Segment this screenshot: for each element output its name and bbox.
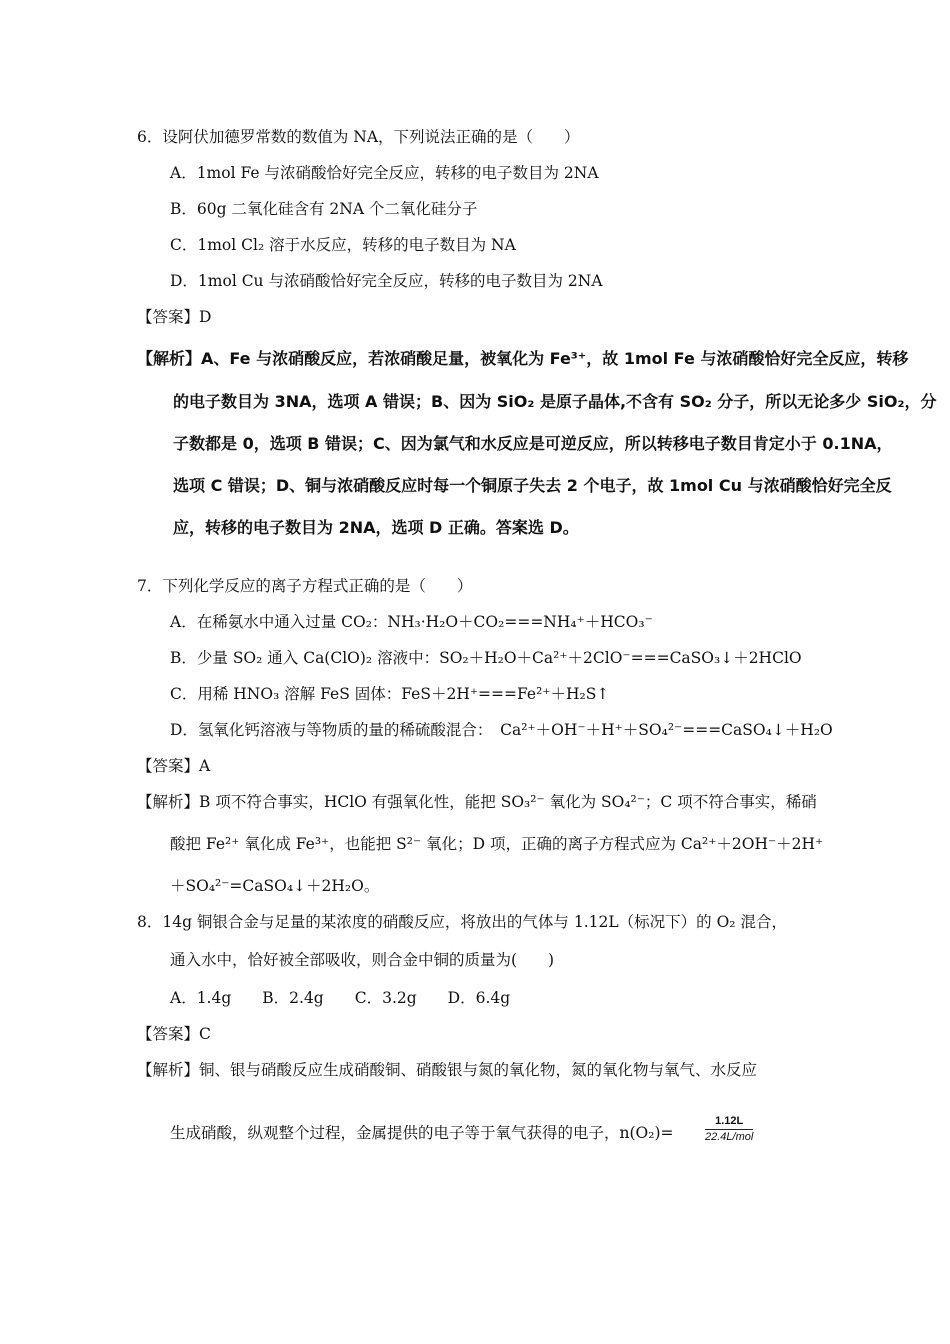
q8-stem-line: 8．14g 铜银合金与足量的某浓度的硝酸反应，将放出的气体与 1.12L（标况下）的 O₂ 混合， [137,913,787,931]
q8-answer: 【答案】C [137,1025,211,1043]
q6-analysis-line: 【解析】A、Fe 与浓硝酸反应，若浓硝酸足量，被氧化为 Fe³⁺，故 1mol Fe 与浓硝酸恰好完全反应，转移 [137,349,909,368]
q6-analysis-line: 选项 C 错误；D、铜与浓硝酸反应时每一个铜原子失去 2 个电子，故 1mol Cu 与浓硝酸恰好完全反 [173,476,892,495]
q6-option-b: B．60g 二氧化硅含有 2NA 个二氧化硅分子 [170,200,478,218]
q8-stem-line: 通入水中，恰好被全部吸收，则合金中铜的质量为( ) [170,951,555,969]
q6-answer: 【答案】D [137,308,212,326]
q7-analysis-line: 酸把 Fe²⁺ 氧化成 Fe³⁺，也能把 S²⁻ 氧化；D 项，正确的离子方程式应为 Ca²⁺＋2OH⁻＋2H⁺ [170,835,824,853]
q7-analysis-line: ＋SO₄²⁻=CaSO₄↓＋2H₂O。 [170,877,380,895]
molar-fraction [705,1115,753,1144]
q6-analysis-line: 子数都是 0，选项 B 错误；C、因为氯气和水反应是可逆反应，所以转移电子数目肯定小于 0.1NA， [173,434,893,453]
q7-option-b: B．少量 SO₂ 通入 Ca(ClO)₂ 溶液中：SO₂＋H₂O＋Ca²⁺＋2ClO⁻===CaSO₃↓＋2HClO [170,649,802,667]
q6-option-c: C．1mol Cl₂ 溶于水反应，转移的电子数目为 NA [170,236,516,254]
q6-stem: 6．设阿伏加德罗常数的数值为 NA，下列说法正确的是（ ） [137,128,580,146]
fraction-numerator: 1.12L [705,1115,753,1130]
q7-stem: 7．下列化学反应的离子方程式正确的是（ ） [137,577,473,595]
q8-analysis-line: 生成硝酸，纵观整个过程，金属提供的电子等于氧气获得的电子，n(O₂)= [170,1124,674,1142]
fraction-denominator: 22.4L/mol [705,1131,754,1143]
q7-option-a: A．在稀氨水中通入过量 CO₂：NH₃·H₂O＋CO₂===NH₄⁺＋HCO₃⁻ [170,613,653,631]
q7-analysis-line: 【解析】B 项不符合事实，HClO 有强氧化性，能把 SO₃²⁻ 氧化为 SO₄²⁻；C 项不符合事实，稀硝 [137,793,817,811]
q6-analysis-line: 的电子数目为 3NA，选项 A 错误；B、因为 SiO₂ 是原子晶体,不含有 SO₂ 分子，所以无论多少 SiO₂，分 [173,392,937,411]
q7-option-d: D．氢氧化钙溶液与等物质的量的稀硫酸混合： Ca²⁺＋OH⁻＋H⁺＋SO₄²⁻===CaSO₄↓＋H₂O [170,721,833,739]
q6-option-d: D．1mol Cu 与浓硝酸恰好完全反应，转移的电子数目为 2NA [170,272,603,290]
q8-options: A．1.4g B．2.4g C．3.2g D．6.4g [170,989,511,1007]
q6-option-a: A．1mol Fe 与浓硝酸恰好完全反应，转移的电子数目为 2NA [170,164,599,182]
q7-option-c: C．用稀 HNO₃ 溶解 FeS 固体：FeS＋2H⁺===Fe²⁺＋H₂S↑ [170,685,610,703]
q7-answer: 【答案】A [137,757,211,775]
q8-analysis-line: 【解析】铜、银与硝酸反应生成硝酸铜、硝酸银与氮的氧化物，氮的氧化物与氧气、水反应 [137,1061,758,1079]
q6-analysis-line: 应，转移的电子数目为 2NA，选项 D 正确。答案选 D。 [173,518,579,537]
